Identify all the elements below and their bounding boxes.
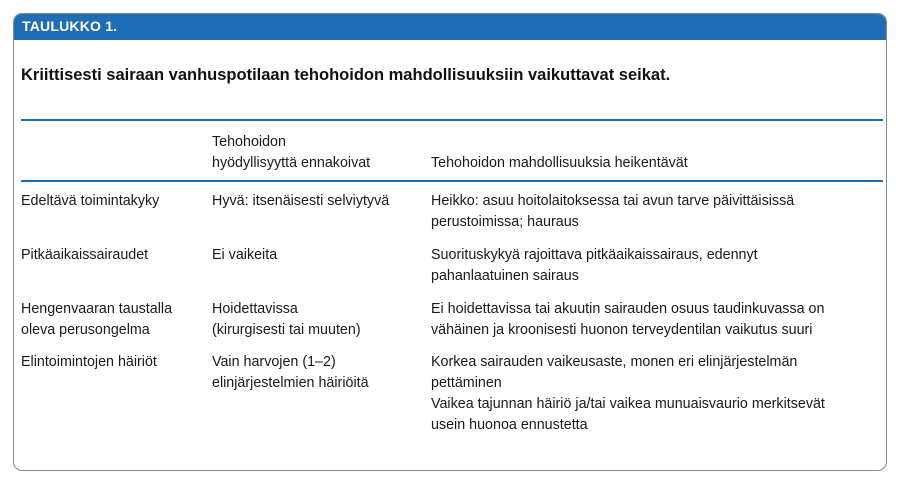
row-unfavorable-line: Heikko: asuu hoitolaitoksessa tai avun tarve päivittäisissä [431,193,795,209]
row-favorable [212,299,361,341]
column-header-favorable [212,132,370,174]
top-rule [21,119,883,121]
row-favorable-line: Hoidettavissa [212,301,298,317]
row-factor-line: Elintoimintojen häiriöt [21,354,157,370]
table-header-bar [14,14,886,40]
row-factor [21,245,148,266]
row-favorable [212,191,389,212]
row-unfavorable [431,352,825,436]
row-favorable-line: Ei vaikeita [212,247,278,263]
row-favorable-line: elinjärjestelmien häiriöitä [212,375,369,391]
row-factor [21,352,157,373]
row-unfavorable-line: pahanlaatuinen sairaus [431,268,579,284]
table-number-label: TAULUKKO 1. [22,18,118,34]
row-unfavorable-line: pettäminen [431,375,502,391]
row-factor-line: Pitkäaikaissairaudet [21,247,149,263]
row-factor-line: Edeltävä toimintakyky [21,193,160,209]
row-favorable-line: Vain harvojen (1–2) [212,354,336,370]
row-unfavorable-line: Suorituskykyä rajoittava pitkäaikaissairaus, edennyt [431,247,758,263]
row-factor [21,191,159,212]
row-factor-line: Hengenvaaran taustalla [21,301,173,317]
row-unfavorable-line: usein huonoa ennustetta [431,417,588,433]
row-unfavorable-line: Korkea sairauden vaikeusaste, monen eri elinjärjestelmän [431,354,798,370]
row-unfavorable [431,191,794,233]
row-favorable [212,352,369,394]
table-caption: Kriittisesti sairaan vanhuspotilaan tehohoidon mahdollisuuksiin vaikuttavat seikat. [21,66,671,84]
row-favorable-line: Hyvä: itsenäisesti selviytyvä [212,193,390,209]
row-unfavorable-line: Vaikea tajunnan häiriö ja/tai vaikea munuaisvaurio merkitsevät [431,396,825,412]
row-factor-line: oleva perusongelma [21,322,150,338]
table-frame [13,13,887,471]
row-unfavorable [431,245,758,287]
column-header-favorable-line2: hyödyllisyyttä ennakoivat [212,155,371,171]
column-header-unfavorable: Tehohoidon mahdollisuuksia heikentävät [431,155,688,171]
row-unfavorable-line: Ei hoidettavissa tai akuutin sairauden osuus taudinkuvassa on [431,301,825,317]
row-unfavorable-line: perustoimissa; hauraus [431,214,579,230]
row-favorable-line: (kirurgisesti tai muuten) [212,322,361,338]
row-unfavorable-line: vähäinen ja kroonisesti huonon terveydentilan vaikutus suuri [431,322,813,338]
header-rule [21,180,883,182]
column-header-favorable-line1: Tehohoidon [212,134,286,150]
row-factor [21,299,172,341]
row-favorable [212,245,277,266]
row-unfavorable [431,299,824,341]
